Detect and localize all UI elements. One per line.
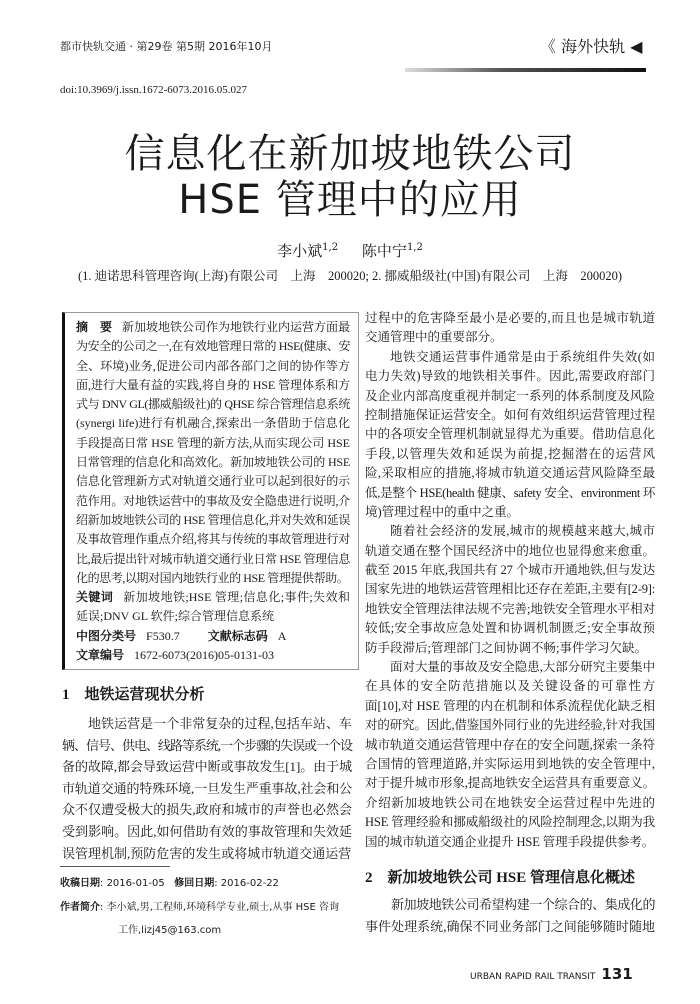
text-line: 介绍新加坡地铁公司在地铁安全运营过程中先进的 [365,795,655,810]
abstract-line [76,357,350,376]
text-line: 国的城市轨道交通企业提升 HSE 管理手段提供参考。 [365,834,655,849]
text-line: 随着社会经济的发展,城市的规模越来越大,城市 [390,524,655,539]
text-line: 截至 2015 年底,我国共有 27 个城市开通地铁,但与发达 [365,563,655,578]
text-line: 市轨道交通的特殊环境,一旦发生严重事故,社会和公 [62,780,352,796]
text-line: 备的故障,都会导致运营中断或事故发生[1]。由于城 [62,759,352,775]
abstract-text: 及事故管理作重点介绍,将其与传统的事故管理进行对 [76,532,350,547]
bio-text: 李小斌,男,工程师,环境科学专业,硕士,从事 HSE 咨询 [106,902,339,913]
abstract-line [76,569,350,588]
footnote-bio-cont: 工作,lizj45@163.com [118,925,222,936]
text-line: 过程中的危害降至最小是必要的,而且也是城市轨道 [365,311,655,325]
abstract-text: 为安全的公司之一,在有效地管理日常的 HSE(健康、安 [76,339,350,354]
author-name: 陈中宁 [361,242,407,260]
text-line: 控制措施保证运营安全。如何有效组织运营管理过程 [365,407,655,422]
bio-label: 作者简介 [60,902,100,913]
text-line: 地铁交通运营事件通常是由于系统组件失效(如 [390,349,655,364]
text-line: 国家先进的地铁运营管理相比还存在差距,主要有[2-9]: [365,582,655,597]
author-affiliation: 1,2 [322,242,339,253]
text-line: 中的各项安全管理机制就显得尤为重要。借助信息化 [365,427,655,442]
text-line: 在具体的安全防范措施以及关键设备的可靠性方 [365,679,655,694]
journal-english-name: URBAN RAPID RAIL TRANSIT [470,972,596,982]
author-affiliation: 1,2 [406,242,423,253]
text-line: 交通管理中的重要部分。 [365,330,503,345]
abstract-line [76,376,350,395]
abstract-text: 手段提高日常 HSE 管理的新方法,从而实现公司 HSE [76,435,350,450]
footnote-separator [60,866,170,867]
text-line: 地铁运营是一个非常复杂的过程,包括车站、车 [88,716,352,731]
text-line: 低,是整个 HSE(health 健康、safety 安全、environment 环 [365,485,655,500]
doc-code-label: 文献标志码 [207,628,268,643]
keywords-label: 关键词 [76,590,114,605]
right-column [365,309,655,852]
authors [0,240,700,261]
text-line: 新加坡地铁公司希望构建一个综合的、集成化的 [391,897,655,912]
text-line: 境)管理过程中的重中之重。 [365,504,520,519]
abstract-text: 范作用。对地铁运营中的事故及安全隐患进行说明,介 [76,493,350,508]
abstract-line [76,414,350,433]
abstract-line [76,318,350,337]
text-line: 地铁安全管理法律法规不完善;地铁安全管理水平相对 [365,601,655,616]
abstract-text: 新加坡地铁公司作为地铁行业内运营方面最 [122,320,351,334]
text-line: 辆、信号、供电、线路等系统,一个步骤的失误或一个设 [62,737,352,753]
received-date: 2016-01-05 [106,878,165,889]
doi: doi:10.3969/j.issn.1672-6073.2016.05.027 [60,84,248,96]
abstract-label: 摘 要 [76,320,113,334]
text-line: 险,采取相应的措施,将城市轨道交通运营风险降至最 [365,466,655,481]
text-line: 面[10],对 HSE 管理的内在机制和体系流程优化缺乏相 [365,698,655,713]
text-line: 防手段滞后;管理部门之间协调不畅;事件学习欠缺。 [365,640,647,655]
article-number-line [76,646,350,665]
text-line: 电力失效)导致的地铁相关事件。因此,需要政府部门 [365,369,655,384]
text-line: 误管理机制,预防危害的发生或将城市轨道交通运营 [62,845,352,861]
abstract-text: 面,进行大量有益的实践,将自身的 HSE 管理体系和方 [76,377,350,392]
author-name: 李小斌 [277,242,323,260]
text-line: 轨道交通在整个国民经济中的地位也显得愈来愈重。 [365,543,655,558]
keywords-line [76,588,350,607]
text-line: 合国情的管理道路,并实际运用到地铁的安全管理中, [365,756,655,771]
affiliation: (1. 迪诺思科管理咨询(上海)有限公司 上海 200020; 2. 挪威船级社(中国)有限公司 上海 200020) [77,269,623,283]
text-line: HSE 管理经验和挪威船级社的风险控制理念,以期为我 [365,815,655,830]
abstract-text: 日常管理的信息化和高效化。新加坡地铁公司的 HSE [76,455,350,470]
received-label: 收稿日期 [60,878,100,889]
abstract-line [76,472,350,491]
abstract-line [76,511,350,530]
footnote-dates: 收稿日期: 2016-01-05 修回日期: 2016-02-22 [60,878,279,889]
abstract-line [76,395,350,414]
text-line: 受到影响。因此,如何借助有效的事故管理和失效延 [62,823,352,839]
abstract-line [76,530,350,549]
text-line: 面对大量的事故及安全隐患,大部分研究主要集中 [390,660,655,675]
article-no-label: 文章编号 [76,648,125,663]
abstract-text: 比,最后提出针对城市轨道交通行业日常 HSE 管理信息 [76,551,350,566]
text-line: 众不仅遭受极大的损失,政府和城市的声誉也必然会 [62,802,352,818]
abstract-line [76,434,350,453]
classification-line [76,627,350,646]
abstract-text: 信息化管理新方式对轨道交通行业可以起到很好的示 [76,474,350,489]
footnote-bio: 作者简介: 李小斌,男,工程师,环境科学专业,硕士,从事 HSE 咨询 [60,902,339,913]
revised-label: 修回日期 [174,878,215,889]
abstract [76,318,350,665]
title-line-1: 信息化在新加坡地铁公司 [124,131,576,177]
page-number: 131 [601,965,633,983]
page-footer [470,965,633,983]
abstract-text: 全、环境)业务,促进公司内部各部门之间的协作等方 [76,358,350,373]
keywords-text: 新加坡地铁;HSE 管理;信息化;事件;失效和 [123,590,350,605]
abstract-text: (synergi life)进行有机融合,探索出一条借助于信息化 [76,416,350,431]
abstract-text: 式与 DNV GL(挪威船级社)的 QHSE 综合管理信息系统 [76,397,350,412]
clc-label: 中图分类号 [76,628,137,643]
running-header-journal: 都市快轨交通 · 第29卷 第5期 2016年10月 [60,40,273,53]
title-line-2: HSE 管理中的应用 [178,177,522,223]
running-header-section: 《 海外快轨 ◀ [540,37,643,56]
abstract-text: 化的思考,以期对国内地铁行业的 HSE 管理提供帮助。 [76,570,349,585]
keywords-line [76,607,350,626]
abstract-text: 绍新加坡地铁公司的 HSE 管理信息化,并对失效和延误 [76,512,350,527]
text-line: 手段,以管理失效和延误为前提,挖掘潜在的运营风 [365,446,655,461]
text-line: 较低;安全事故应急处置和协调机制匮乏;安全事故预 [365,621,655,636]
section-1 [62,683,352,864]
article-no-value: 1672-6073(2016)05-0131-03 [134,648,274,663]
section-2 [365,866,655,937]
text-line: 城市轨道交通运营管理中存在的安全问题,探索一条符 [365,737,655,752]
doc-code-value: A [277,628,287,643]
header-rule [405,68,646,72]
text-line: 对的研究。因此,借鉴国外同行业的先进经验,针对我国 [365,718,655,733]
text-line: 事件处理系统,确保不同业务部门之间能够随时随地 [365,918,655,934]
revised-date: 2016-02-22 [220,878,279,889]
keywords-text: 延误;DNV GL 软件;综合管理信息系统 [76,609,275,624]
abstract-line [76,550,350,569]
text-line: 对于提升城市形象,提高地铁安全运营具有重要意义。 [365,776,655,791]
section-2-heading: 2 新加坡地铁公司 HSE 管理信息化概述 [365,870,636,886]
section-1-heading: 1 地铁运营现状分析 [62,687,205,703]
abstract-line [76,453,350,472]
clc-value: F530.7 [146,628,180,643]
abstract-line [76,337,350,356]
abstract-line [76,492,350,511]
text-line: 及企业内部高度重视并制定一系列的体系制度及风险 [365,388,655,403]
